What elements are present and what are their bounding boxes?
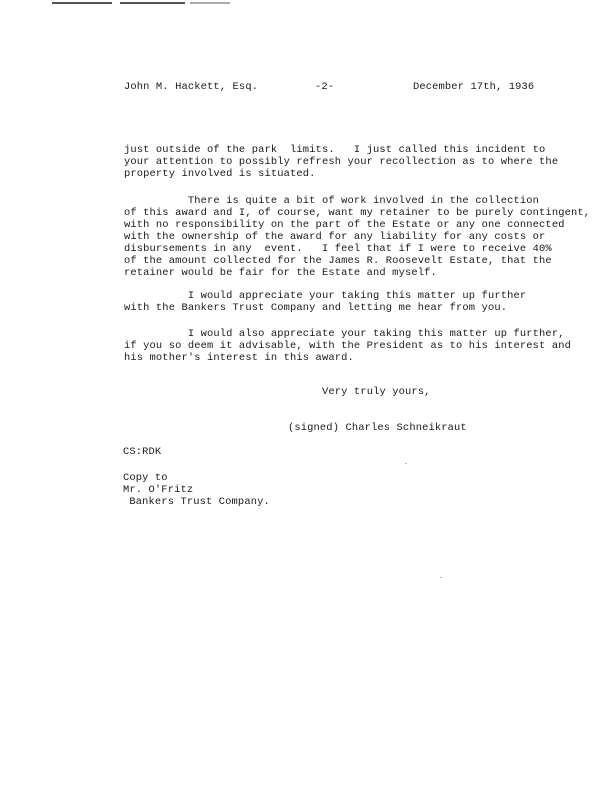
letter-date: December 17th, 1936 (413, 81, 535, 93)
top-rule-1 (52, 2, 112, 4)
body-line: disbursements in any event. I feel that if I were to receive 40% (124, 243, 552, 255)
top-rule-2 (120, 2, 185, 4)
scan-speck (440, 577, 442, 578)
typist-initials: CS:RDK (123, 446, 162, 458)
top-rule-3 (190, 2, 230, 4)
body-line: retainer would be fair for the Estate and myself. (124, 267, 437, 279)
body-line: with the ownership of the award for any liability for any costs or (124, 231, 546, 243)
body-line: There is quite a bit of work involved in the collection (124, 195, 540, 207)
copy-company: Bankers Trust Company. (123, 496, 270, 508)
body-line: with no responsibility on the part of the Estate or any one connected (124, 219, 565, 231)
scan-speck (405, 463, 407, 464)
body-line: with the Bankers Trust Company and letting me hear from you. (124, 302, 508, 314)
page-number: -2- (315, 81, 335, 93)
body-line: of this award and I, of course, want my retainer to be purely contingent, (124, 207, 591, 219)
body-line: of the amount collected for the James R. Roosevelt Estate, that the (124, 255, 552, 267)
addressee: John M. Hackett, Esq. (124, 81, 259, 93)
body-line: just outside of the park limits. I just called this incident to (124, 144, 546, 156)
body-line: I would appreciate your taking this matter up further (124, 290, 527, 302)
salutation: Very truly yours, (322, 386, 431, 398)
body-line: your attention to possibly refresh your recollection as to where the (124, 156, 559, 168)
body-line: I would also appreciate your taking this matter up further, (124, 328, 565, 340)
signature: (signed) Charles Schneikraut (288, 422, 467, 434)
body-line: his mother's interest in this award. (124, 352, 354, 364)
body-line: if you so deem it advisable, with the President as to his interest and (124, 340, 571, 352)
copy-recipient: Mr. O'Fritz (123, 484, 194, 496)
body-line: property involved is situated. (124, 168, 316, 180)
copy-label: Copy to (123, 472, 168, 484)
